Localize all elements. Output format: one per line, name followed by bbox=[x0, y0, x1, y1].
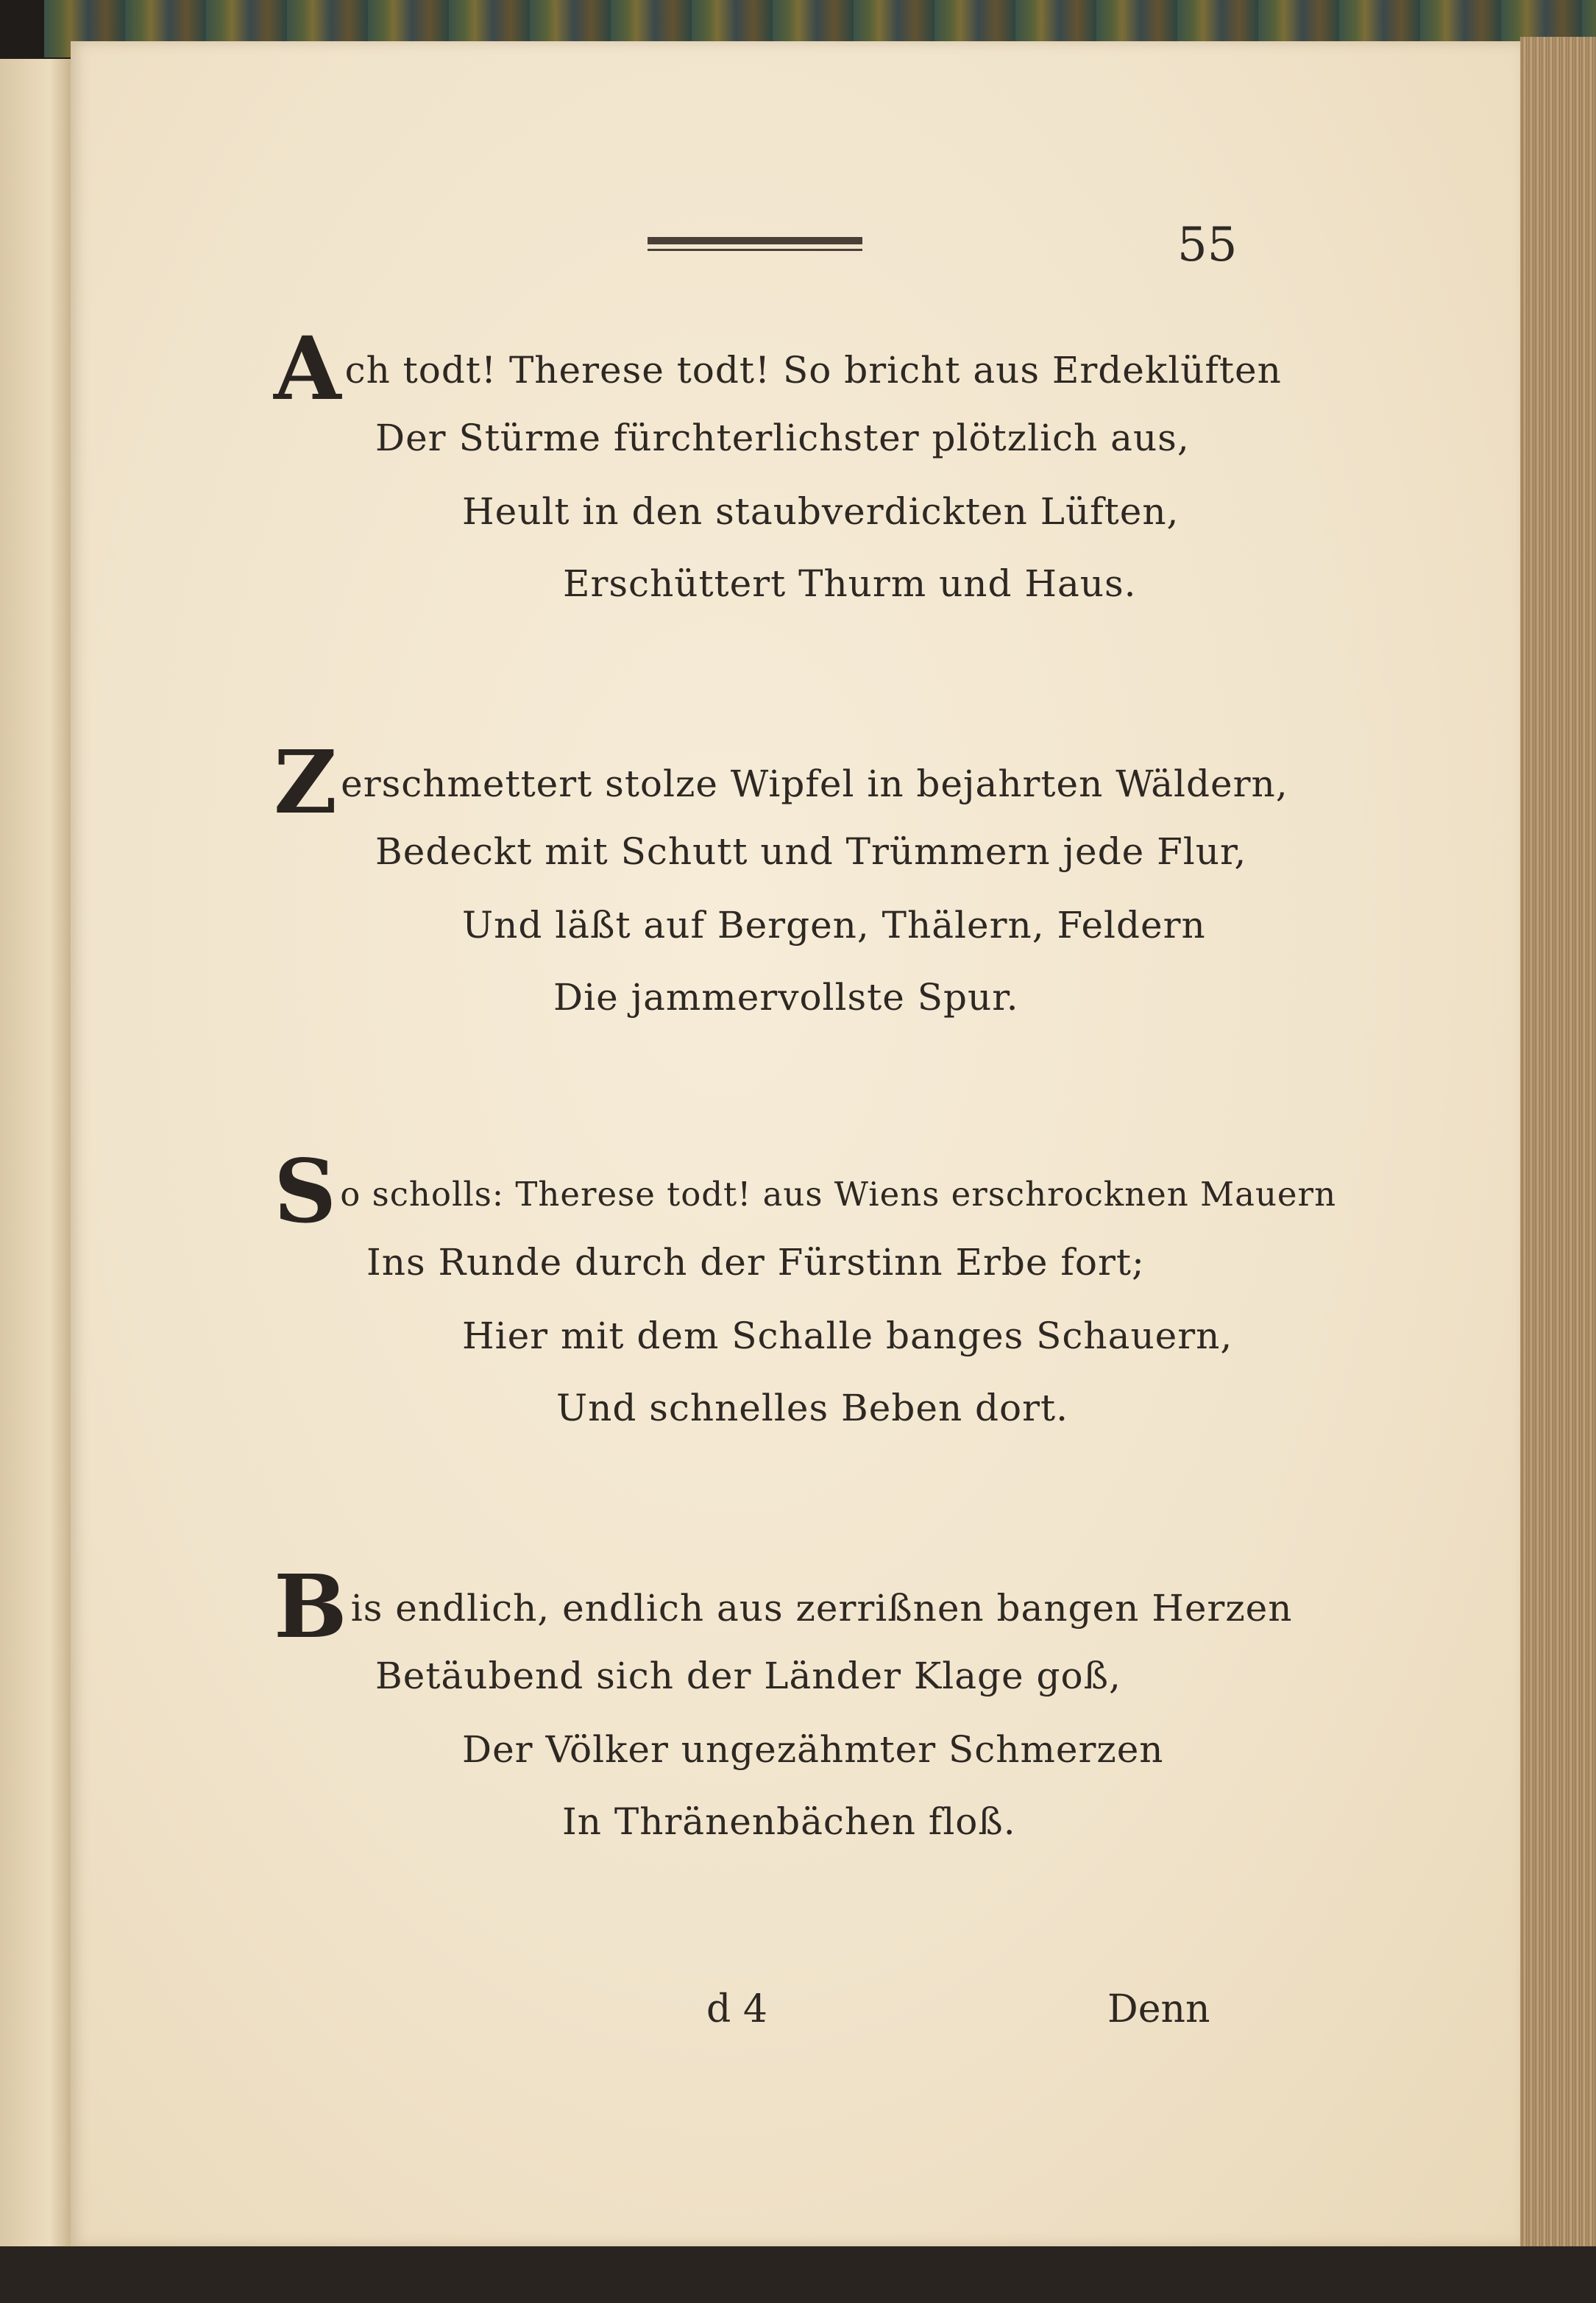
stanza-3-line-4: Und schnelles Beben dort. bbox=[556, 1387, 1069, 1429]
stanza-2-line-3: Und läßt auf Bergen, Thälern, Feldern bbox=[462, 904, 1206, 947]
stanza-3-line-1: So scholls: Therese todt! aus Wiens erschrocknen Mauern bbox=[274, 1140, 1337, 1242]
facing-page-edge bbox=[0, 59, 73, 2260]
stanza-4-line-3: Der Völker ungezähmter Schmerzen bbox=[462, 1728, 1164, 1771]
stanza-3-line-3: Hier mit dem Schalle banges Schauern, bbox=[462, 1315, 1233, 1357]
catchword: Denn bbox=[1107, 1987, 1210, 2031]
page-number: 55 bbox=[1177, 218, 1238, 272]
stanza-4-line-1: Bis endlich, endlich aus zerrißnen bangen Herzen bbox=[274, 1555, 1293, 1658]
header-rule bbox=[648, 237, 862, 244]
stanza-1-line-2: Der Stürme fürchterlichster plötzlich aus, bbox=[375, 417, 1190, 459]
page-block-fore-edge bbox=[1520, 37, 1596, 2252]
stanza-2-line-2: Bedeckt mit Schutt und Trümmern jede Flur, bbox=[375, 830, 1247, 873]
stanza-1-line-3: Heult in den staubverdickten Lüften, bbox=[462, 490, 1180, 533]
stanza-2-line-1: Zerschmettert stolze Wipfel in bejahrten Wäldern, bbox=[274, 731, 1288, 833]
stanza-4-initial: B bbox=[274, 1555, 348, 1658]
stanza-4-line-4: In Thränenbächen floß. bbox=[562, 1800, 1016, 1843]
signature-mark: d 4 bbox=[706, 1987, 767, 2031]
stanza-3-line-2: Ins Runde durch der Fürstinn Erbe fort; bbox=[366, 1241, 1145, 1284]
stanza-1-line-1: Ach todt! Therese todt! So bricht aus Erdeklüften bbox=[274, 317, 1282, 420]
stanza-2-line-4: Die jammervollste Spur. bbox=[553, 976, 1019, 1019]
stanza-2-initial: Z bbox=[274, 731, 338, 833]
stanza-1-initial: A bbox=[274, 317, 342, 420]
stanza-3-initial: S bbox=[274, 1140, 338, 1242]
stanza-4-line-2: Betäubend sich der Länder Klage goß, bbox=[375, 1655, 1121, 1697]
book-bottom-edge bbox=[0, 2246, 1596, 2303]
stanza-1-line-4: Erschüttert Thurm und Haus. bbox=[563, 562, 1137, 605]
